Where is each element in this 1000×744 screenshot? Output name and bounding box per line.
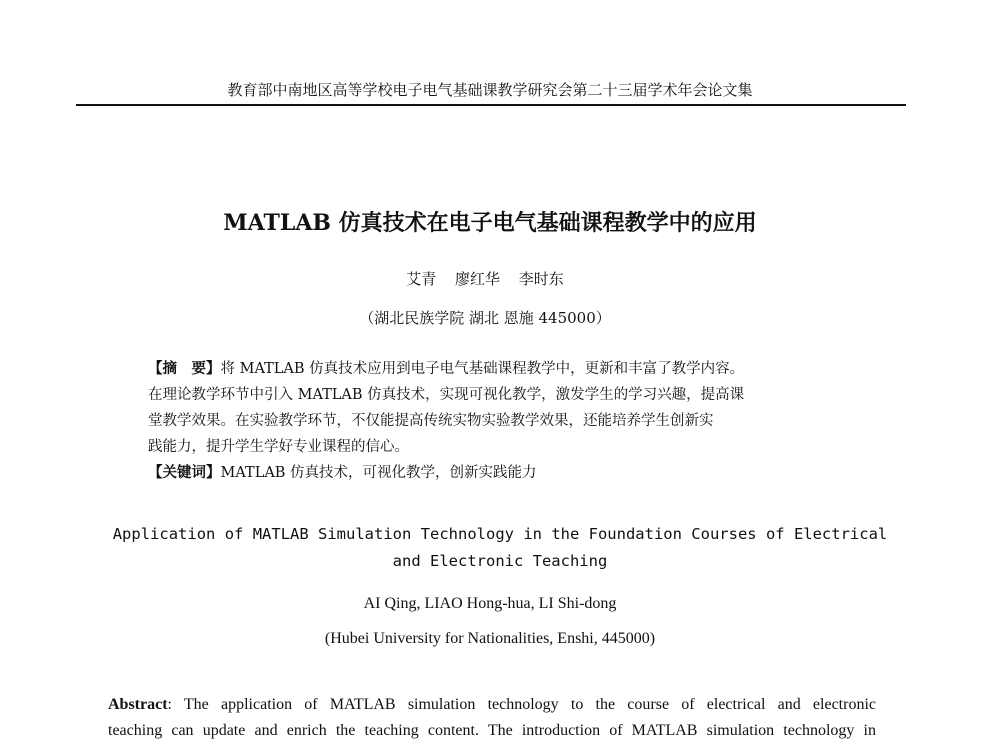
english-title	[60, 521, 940, 575]
abstract-line: 将 MATLAB 仿真技术应用到电子电气基础课程教学中，更新和丰富了教学内容。	[220, 361, 745, 377]
english-abstract	[108, 692, 876, 744]
english-title-line: Application of MATLAB Simulation Technology in the Foundation Courses of Electrical	[112, 525, 888, 543]
authors: 艾青 廖红华 李时东	[406, 270, 564, 288]
chinese-abstract	[148, 356, 838, 486]
abstract-label: 【摘 要】	[148, 360, 221, 377]
affiliation: （湖北民族学院 湖北 恩施 445000）	[359, 309, 611, 327]
english-abstract-line: teaching can update and enrich the teaching content. The introduction of MATLAB simulation technology in	[108, 722, 876, 739]
abstract-line: 践能力，提升学生学好专业课程的信心。	[148, 439, 409, 455]
english-abstract-label: Abstract	[108, 696, 168, 713]
abstract-line: 堂教学效果。在实验教学环节，不仅能提高传统实物实验教学效果，还能培养学生创新实	[148, 413, 714, 429]
english-title-line: and Electronic Teaching	[392, 552, 608, 570]
abstract-line: 在理论教学环节中引入 MATLAB 仿真技术，实现可视化教学，激发学生的学习兴趣，提高课	[148, 387, 745, 403]
english-affiliation: (Hubei University for Nationalities, Enshi, 445000)	[324, 630, 656, 647]
running-header: 教育部中南地区高等学校电子电气基础课教学研究会第二十三届学术年会论文集	[227, 81, 753, 99]
keywords: MATLAB 仿真技术，可视化教学，创新实践能力	[220, 465, 537, 481]
keywords-label: 【关键词】	[148, 464, 221, 481]
paper-title: MATLAB 仿真技术在电子电气基础课程教学中的应用	[223, 210, 757, 236]
header-rule	[76, 104, 906, 106]
english-abstract-line: : The application of MATLAB simulation technology to the course of electrical and electronic	[167, 696, 876, 713]
english-authors: AI Qing, LIAO Hong-hua, LI Shi-dong	[363, 595, 617, 612]
